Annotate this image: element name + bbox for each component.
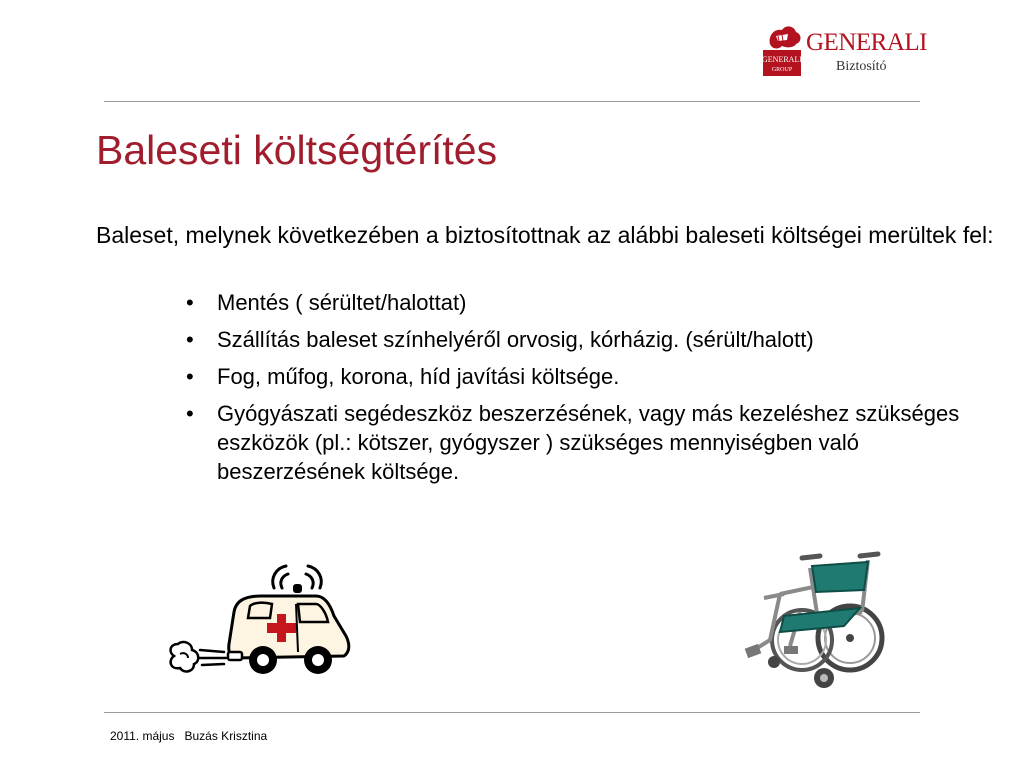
slide-intro: Baleset, melynek következében a biztosítottnak az alábbi baleseti költségei merültek fel:: [96, 222, 994, 248]
ambulance-icon: [166, 560, 356, 685]
bullet-item: [186, 325, 976, 354]
logo-badge-line1: GENERALI: [762, 55, 802, 64]
footer-date: 2011. május: [110, 729, 175, 743]
bullet-item: [186, 288, 976, 317]
footer: [110, 729, 267, 743]
bullet-list: [186, 288, 976, 494]
logo-brand: GENERALI: [806, 29, 927, 56]
bullet-text: Mentés ( sérültet/halottat): [217, 290, 467, 315]
bullet-item: [186, 399, 976, 486]
slide-title: Baleseti költségtérítés: [96, 127, 498, 173]
logo-badge: [760, 22, 804, 78]
wheelchair-icon: [740, 550, 890, 695]
generali-logo: [760, 22, 925, 80]
footer-divider: [104, 712, 920, 713]
logo-badge-line2: GROUP: [771, 67, 793, 73]
logo-subtitle: Biztosító: [836, 59, 887, 74]
bullet-marker: •: [186, 401, 194, 426]
bullet-marker: •: [186, 364, 194, 389]
header-divider: [104, 101, 920, 102]
bullet-marker: •: [186, 290, 194, 315]
bullet-text: Gyógyászati segédeszköz beszerzésének, vagy más kezeléshez szükséges eszközök (pl.: kötszer, gyógyszer ) szükséges mennyiségben való beszerzésének költsége.: [217, 401, 960, 484]
bullet-text: Szállítás baleset színhelyéről orvosig, kórházig. (sérült/halott): [217, 327, 814, 352]
footer-author: Buzás Krisztina: [184, 729, 268, 743]
bullet-text: Fog, műfog, korona, híd javítási költsége.: [217, 364, 620, 389]
bullet-marker: •: [186, 327, 194, 352]
bullet-item: [186, 362, 976, 391]
